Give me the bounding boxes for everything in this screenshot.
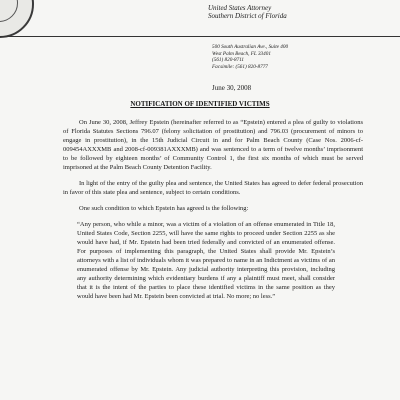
document-title: NOTIFICATION OF IDENTIFIED VICTIMS bbox=[130, 100, 270, 108]
office-address bbox=[212, 44, 288, 70]
letter-date: June 30, 2008 bbox=[212, 84, 252, 92]
address-fax: Facsimile: (561) 820-8777 bbox=[212, 63, 268, 70]
paragraph-plea: On June 30, 2008, Jeffrey Epstein (hereinafter referred to as “Epstein) entered a plea of guilty to violations of Florida Statutes Sections 796.07 (felony solicitation of prostitution) and 796.03 (procurement of minors to engage in prostitution), in the 15th Judicial Circuit in and for Palm Beach County (Case Nos. 2006-cf-009454AXXXMB and 2008-cf-009381AXXXMB) and was sentenced to a term of twelve months’ imprisonment to be followed by eighteen months’ of Community Control 1, the first six months of which must be served imprisoned at the Palm Beach County Detention Facility. bbox=[63, 119, 363, 171]
paragraph-deferral: In light of the entry of the guilty plea and sentence, the United States has agreed to defer federal prosecution in favor of this state plea and sentence, subject to certain conditions. bbox=[63, 180, 363, 196]
paragraph-condition: One such condition to which Epstein has agreed is the following: bbox=[79, 205, 249, 212]
address-phone: (561) 820-8711 bbox=[212, 57, 245, 64]
office-letterhead bbox=[208, 4, 287, 21]
quoted-condition: “Any person, who while a minor, was a victim of a violation of an offense enumerated in Title 18, United States Code, Section 2255, will have the same rights to proceed under Section 2255 as she would have had, if Mr. Epstein had been tried federally and convicted of an enumerated offense. For purposes of implementing this paragraph, the United States shall provide Mr. Epstein’s attorneys with a list of individuals whom it was prepared to name in an Indictment as victims of an enumerated offense by Mr. Epstein. Any judicial authority interpreting this provision, including any authority determining which evidentiary burdens if any a plaintiff must meet, shall consider that it is the intent of the parties to place these identified victims in the same position as they would have been had Mr. Epstein been convicted at trial. No more; no less.” bbox=[77, 221, 335, 300]
address-street: 500 South Australian Ave., Suite 400 bbox=[212, 44, 289, 50]
document-body bbox=[63, 118, 363, 301]
address-city: West Palm Beach, FL 33401 bbox=[212, 50, 271, 57]
letterhead-rule bbox=[0, 36, 400, 37]
office-title: United States Attorney bbox=[208, 4, 272, 12]
department-seal bbox=[0, 0, 34, 38]
office-district: Southern District of Florida bbox=[208, 12, 287, 21]
